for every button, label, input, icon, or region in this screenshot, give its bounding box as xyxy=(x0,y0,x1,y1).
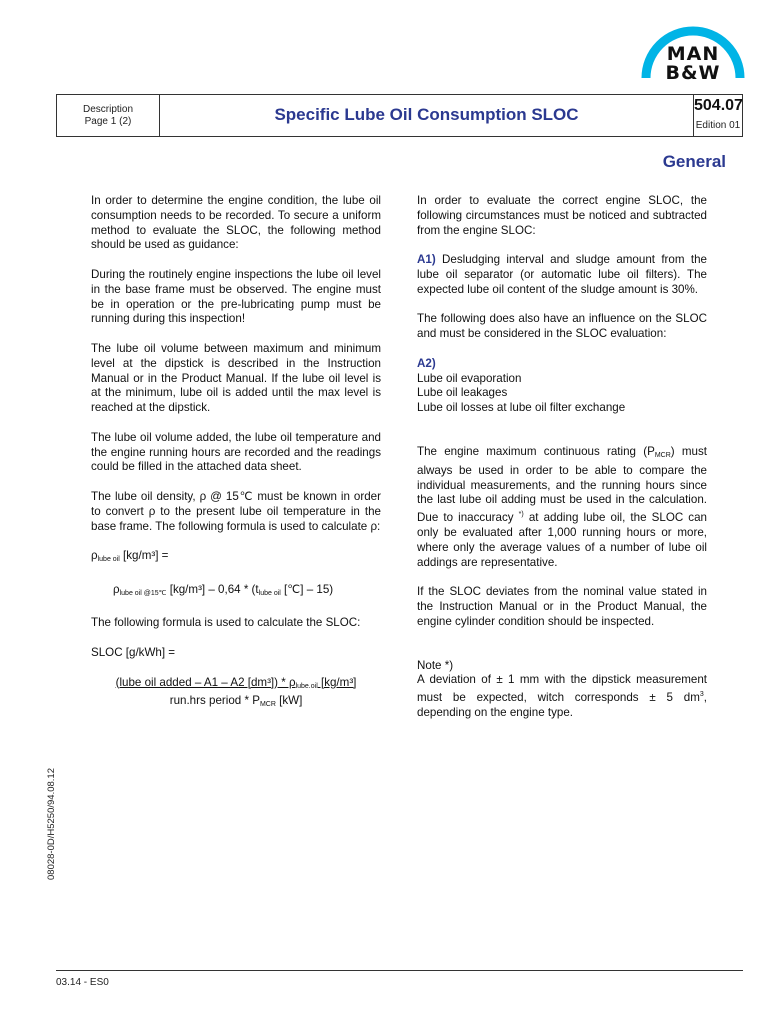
a2-item: Lube oil evaporation xyxy=(417,371,522,385)
right-paragraph-4: If the SLOC deviates from the nominal value stated in the Instruction Manual or in the Product Manual, the engine cylinder condition should be inspected. xyxy=(417,585,707,628)
a1-label: A1) xyxy=(417,253,436,267)
right-paragraph-2: The following does also have an influence on the SLOC and must be considered in the SLOC evaluation: xyxy=(417,312,707,341)
footer-code: 03.14 - ES0 xyxy=(56,977,109,988)
a2-item: Lube oil losses at lube oil filter exchange xyxy=(417,401,626,415)
left-paragraph-4: The lube oil volume added, the lube oil temperature and the engine running hours are recorded and the readings could be filled in the attached data sheet. xyxy=(91,430,381,474)
a2-label: A2) xyxy=(417,356,436,370)
note-text: A deviation of ± 1 mm with the dipstick measurement must be expected, witch corresponds ± 5 $dm^3$, depending on the engine type. xyxy=(417,673,707,719)
page-title: Specific Lube Oil Consumption SLOC xyxy=(160,95,694,136)
header-number-cell xyxy=(694,95,742,136)
right-paragraph-3: The engine maximum continuous rating $(P_{MCR})$ must always be used in order to be able to compare the individual measurements, and the running hours since the last lube oil adding must be used in the calculation. Due to inaccuracy *) at adding lube oil, the SLOC can only be evaluated after 1,000 running hours or more, where only the average values of a number of lube oil addings are representative. xyxy=(417,444,707,569)
edition: Edition 01 xyxy=(695,120,741,131)
fraction-numerator: (lube oil added – A1 – A2 $[dm^3]) * \rho_{lube oil}$ [kg/m³] xyxy=(115,675,357,690)
right-column xyxy=(417,194,707,721)
right-paragraph-1: In order to evaluate the correct engine SLOC, the following circumstances must be noticed and subtracted from the engine SLOC: xyxy=(417,194,707,237)
sloc-formula-lhs: SLOC [g/kWh] = xyxy=(91,645,176,659)
footer-divider xyxy=(56,970,743,971)
side-document-code: 08028-0D/H5250/94.08.12 xyxy=(46,768,57,880)
a2-block xyxy=(417,357,707,416)
left-paragraph-2: During the routinely engine inspections the lube oil level in the base frame must be observed. The engine must be in operation or the pre-lubricating pump must be running during this inspection! xyxy=(91,267,381,326)
sloc-formula-fraction xyxy=(91,676,381,714)
document-header xyxy=(56,94,743,137)
left-paragraph-5: The lube oil density, ρ @ 15℃ must be known in order to convert ρ to the present lube oil temperature in the base frame. The following formula is used to calculate ρ: xyxy=(91,489,381,533)
note-label: Note *) xyxy=(417,658,454,672)
page-indicator: Page 1 (2) xyxy=(84,116,132,127)
density-formula-rhs: $\rho_{lube oil @15℃}$ $[kg/m^3] - 0,64 * (t_{lube oil}$ [℃] – 15) xyxy=(113,582,334,597)
a1-paragraph: A1) Desludging interval and sludge amount from the lube oil separator (or automatic lube oil filters). The expected lube oil content of the sludge amount is 30%. xyxy=(417,253,707,296)
note-block xyxy=(417,659,707,721)
document-number: 504.07 xyxy=(694,97,743,114)
fraction-denominator: run.hrs period * $P_{MCR}$ [kW] xyxy=(169,694,303,709)
logo-text-man: MAN xyxy=(666,43,720,65)
doc-type: Description xyxy=(82,104,134,115)
left-paragraph-6: The following formula is used to calculate the SLOC: xyxy=(91,616,361,630)
man-bw-logo xyxy=(640,20,746,82)
left-paragraph-1: In order to determine the engine condition, the lube oil consumption needs to be recorded. To secure a uniform method to evaluate the SLOC, the following method should be used as guidance: xyxy=(91,194,381,252)
density-formula-lhs: $\rho_{lube oil}$ [kg/m³] = xyxy=(91,549,169,564)
left-column xyxy=(91,194,381,713)
section-title: General xyxy=(662,152,726,171)
header-description-cell xyxy=(57,95,160,136)
logo-text-bw: B&W xyxy=(665,62,721,84)
left-paragraph-3: The lube oil volume between maximum and minimum level at the dipstick is described in the Instruction Manual or in the Product Manual. If the lube oil level is at the minimum, lube oil is added until the max level is reached at the dipstick. xyxy=(91,341,381,415)
a2-item: Lube oil leakages xyxy=(417,386,508,400)
